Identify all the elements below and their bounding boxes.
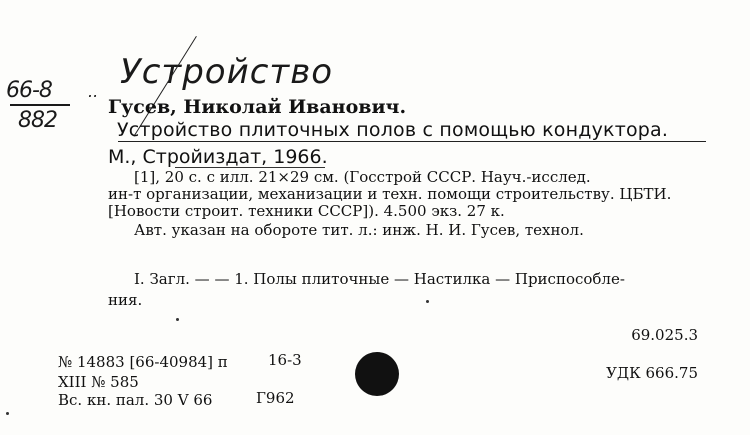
handwritten-divider <box>10 104 70 106</box>
registration-code-2: Г962 <box>256 389 295 407</box>
registration-line-3: Вс. кн. пал. 30 V 66 <box>58 391 213 409</box>
title-underline <box>118 141 706 142</box>
book-title: Устройство плиточных полов с помощью кондуктора. <box>117 119 669 141</box>
handwritten-code-top: 66-8 <box>6 78 52 103</box>
classification-number: 69.025.3 <box>631 326 698 344</box>
handwritten-code-bottom: 882 <box>18 108 57 133</box>
scan-speck <box>176 318 179 321</box>
registration-code-1: 16-3 <box>268 351 302 369</box>
card-punch-hole <box>355 352 399 396</box>
tracing-line-1: I. Загл. — — 1. Полы плиточные — Настилка — Приспособле- <box>134 270 625 288</box>
udc-number: УДК 666.75 <box>606 364 698 382</box>
description-line-2: ин-т организации, механизации и техн. помощи строительству. ЦБТИ. <box>108 185 672 203</box>
handwritten-subject: Устройство <box>120 52 334 92</box>
registration-line-2: XIII № 585 <box>58 373 139 391</box>
tracing-line-2: ния. <box>108 291 143 309</box>
handwritten-dots: .. <box>88 82 99 101</box>
author-note: Авт. указан на обороте тит. л.: инж. Н. И. Гусев, технол. <box>134 221 584 239</box>
author-heading: Гусев, Николай Иванович. <box>108 96 407 118</box>
publication-info: М., Стройиздат, 1966. <box>108 146 328 168</box>
registration-line-1: № 14883 [66-40984] п <box>58 353 228 371</box>
scan-speck <box>6 412 9 415</box>
description-line-3: [Новости строит. техники СССР]). 4.500 экз. 27 к. <box>108 202 505 220</box>
scan-speck <box>426 300 429 303</box>
description-line-1: [1], 20 с. с илл. 21×29 см. (Госстрой СССР. Науч.-исслед. <box>134 168 591 186</box>
